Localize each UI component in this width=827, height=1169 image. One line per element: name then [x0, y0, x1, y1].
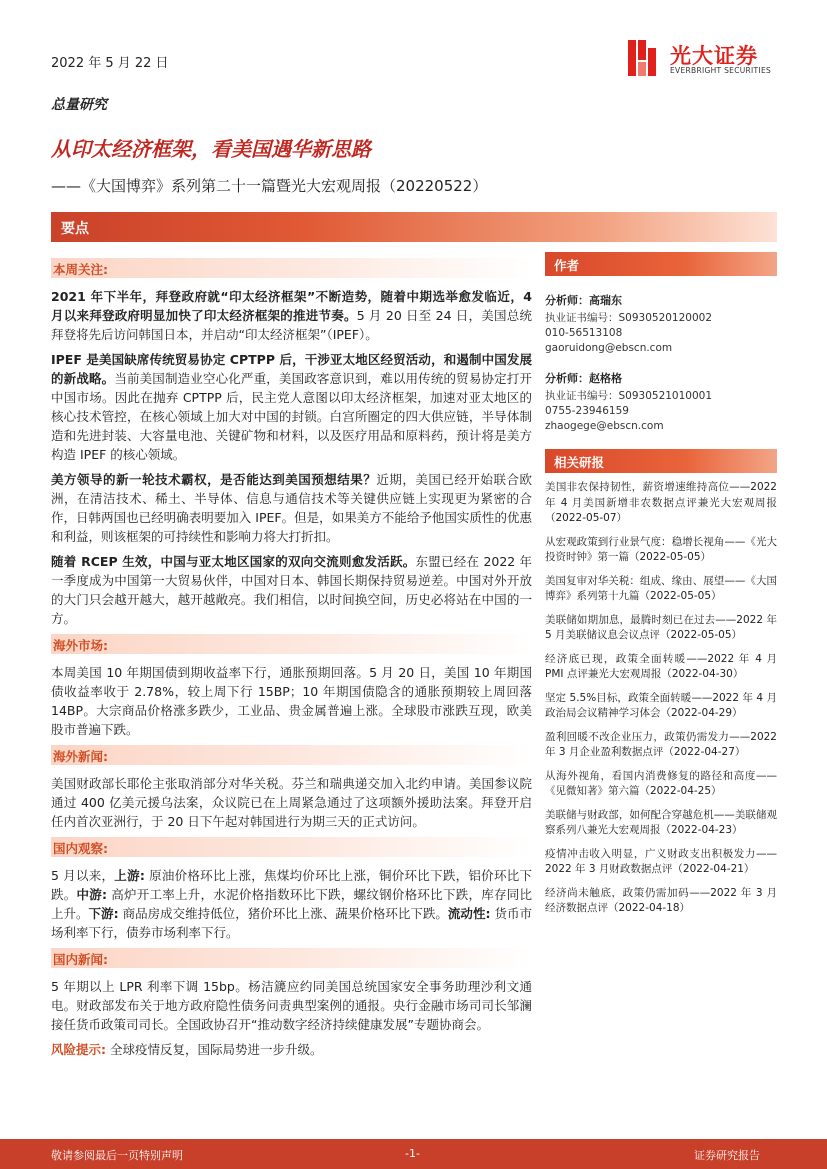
section-header-overseas-news: [51, 745, 532, 765]
paragraph-rcep: [51, 552, 532, 628]
footer-disclaimer: 敬请参阅最后一页特别声明: [51, 1149, 183, 1162]
sidebar-header-authors: [545, 252, 777, 276]
bold-label-downstream: 下游:: [88, 906, 119, 921]
related-report-item[interactable]: 美联储如期加息，最腾时刻已在过去——2022 年 5 月美联储议息会议点评（2022-05-05）: [545, 613, 777, 641]
related-report-item[interactable]: 坚定 5.5%目标，政策全面转暖——2022 年 4 月政治局会议精神学习体会（2022-04-29）: [545, 691, 777, 719]
report-subtitle: ——《大国博弈》系列第二十一篇暨光大宏观周报（20220522）: [51, 177, 488, 195]
risk-warning: [51, 1040, 532, 1059]
paragraph-overseas-market: 本周美国 10 年期国债到期收益率下行，通胀预期回落。5 月 20 日，美国 10 年期国债收益率收于 2.78%，较上周下行 15BP；10 年期国债隐含的通胀预期较上周回落 14BP。大宗商品价格涨多跌少，工业品、贵金属普遍上涨。全球股市涨跌互现，欧美股市普遍下跌。: [51, 665, 532, 737]
main-content: [51, 258, 532, 1059]
bold-lead: 随着 RCEP 生效，中国与亚太地区国家的双向交流则愈发活跃。: [51, 554, 416, 569]
paragraph-domestic-news: 5 年期以上 LPR 利率下调 15bp。杨洁篪应约同美国总统国家安全事务助理沙利文通电。财政部发布关于地方政府隐性债务问责典型案例的通报。央行金融市场司司长邹澜接任货币政策司司长。全国政协召开“推动数字经济持续健康发展”专题协商会。: [51, 979, 532, 1032]
sidebar-header-related: [545, 449, 777, 473]
logo-chinese-name: 光大证券: [670, 44, 758, 68]
risk-label: 风险提示:: [51, 1042, 106, 1057]
key-points-label: 要点: [61, 221, 89, 237]
author-phone: 010-56513108: [545, 327, 623, 339]
footer-report-type: 证券研究报告: [694, 1149, 760, 1162]
report-title: 从印太经济框架，看美国遇华新思路: [51, 137, 371, 161]
section-title: 本周关注:: [53, 262, 108, 277]
bold-lead: 美方领导的新一轮技术霸权，是否能达到美国预想结果？: [51, 472, 377, 487]
report-category: 总量研究: [51, 97, 107, 113]
related-report-item[interactable]: 美国复审对华关税：组成、缘由、展望——《大国博弈》系列第十九篇（2022-05-05）: [545, 574, 777, 602]
paragraph-ipef-intro: [51, 287, 532, 344]
body-text: 高炉开工率上升，水泥价格指数环比下跌，螺纹钢价格环比下跌，库存同比上升。: [51, 887, 532, 921]
risk-text: 全球疫情反复，国际局势进一步升级。: [106, 1042, 323, 1057]
related-report-item[interactable]: 美国非农保持韧性，薪资增速维持高位——2022 年 4 月美国新增非农数据点评兼光大宏观周报（2022-05-07）: [545, 481, 777, 524]
section-title: 国内观察:: [53, 841, 108, 856]
bold-lead: 2021 年下半年，拜登政府就“印太经济框架”不断造势，随着中期选举愈发临近，4 月以来拜登政府明显加快了印太经济框架的推进节奏。: [51, 289, 532, 323]
bold-lead: IPEF 是美国缺席传统贸易协定 CPTPP 后，干涉亚太地区经贸活动，和遏制中国发展的新战略。: [51, 352, 532, 386]
body-text: 当前美国制造业空心化严重，美国政客意识到，难以用传统的贸易协定打开中国市场。因此在抛弃 CPTPP 后，民主党人意图以印太经济框架，加速对亚太地区的核心技术管控，在核心领域上加大对中国的封锁。白宫所圈定的四大供应链，半导体制造和先进封装、大容量电池、关键矿物和材料，以及医疗用品和原料药，预计将是美方构造 IPEF 的核心领域。: [51, 371, 532, 462]
related-report-item[interactable]: 疫情冲击收入明显，广义财政支出积极发力——2022 年 3 月财政数据点评（2022-04-21）: [545, 847, 777, 875]
section-header-domestic-news: [51, 948, 532, 968]
author-cert: 执业证书编号：S0930520120002: [545, 312, 713, 324]
bold-label-upstream: 上游:: [114, 868, 145, 883]
body-text: 东盟已经在 2022 年一季度成为中国第一大贸易伙伴，中国对日本、韩国长期保持贸易逆差。中国对外开放的大门只会越开越大，越开越敞亮。我们相信，以时间换空间，历史必将站在中国的一方。: [51, 554, 532, 626]
everbright-logo-icon: [626, 38, 662, 78]
body-text: 近期，美国已经开始联合欧洲，在清洁技术、稀土、半导体、信息与通信技术等关键供应链上实现更为紧密的合作，日韩两国也已经明确表明要加入 IPEF。但是，如果美方不能给予他国实质性的优惠和利益，则该框架的可持续性和影响力将大打折扣。: [51, 472, 532, 544]
author-email[interactable]: gaoruidong@ebscn.com: [545, 342, 673, 354]
author-card: [545, 292, 777, 356]
bold-label-midstream: 中游:: [76, 887, 108, 902]
key-points-banner: [51, 212, 777, 242]
section-title: 海外市场:: [53, 638, 108, 653]
paragraph-overseas-news: 美国财政部长耶伦主张取消部分对华关税。芬兰和瑞典递交加入北约申请。美国参议院通过 400 亿美元援乌法案，众议院已在上周紧急通过了这项额外援助法案。拜登开启任内首次亚洲行，于 20 日下午起对韩国进行为期三天的正式访问。: [51, 776, 532, 829]
related-report-item[interactable]: 盈利回暖不改企业压力，政策仍需发力——2022 年 3 月企业盈利数据点评（2022-04-27）: [545, 730, 777, 758]
section-header-domestic-observation: [51, 837, 532, 857]
author-name: 分析师：赵格格: [545, 372, 622, 385]
section-header-overseas-market: [51, 634, 532, 654]
related-reports-list: [545, 480, 777, 917]
logo-english-name: EVERBRIGHT SECURITIES: [670, 66, 772, 75]
related-report-item[interactable]: 从宏观政策到行业景气度：稳增长视角——《光大投资时钟》第一篇（2022-05-05）: [545, 535, 777, 563]
sidebar-title: 相关研报: [554, 455, 605, 470]
paragraph-tech-hegemony: [51, 470, 532, 546]
paragraph-ipef-strategy: [51, 350, 532, 464]
author-name: 分析师：高瑞东: [545, 294, 622, 307]
author-card: [545, 370, 777, 434]
related-report-item[interactable]: 从海外视角，看国内消费修复的路径和高度——《见微知著》第六篇（2022-04-25）: [545, 769, 777, 797]
author-cert: 执业证书编号：S0930521010001: [545, 390, 713, 402]
sidebar: [545, 252, 777, 925]
related-report-item[interactable]: 美联储与财政部，如何配合穿越危机——美联储观察系列八兼光大宏观周报（2022-04-23）: [545, 808, 777, 836]
section-header-focus: [51, 258, 532, 278]
related-report-item[interactable]: 经济尚未触底，政策仍需加码——2022 年 3 月经济数据点评（2022-04-18）: [545, 886, 777, 914]
author-email[interactable]: zhaogege@ebscn.com: [545, 420, 664, 432]
sidebar-title: 作者: [554, 258, 580, 273]
section-title: 国内新闻:: [53, 952, 108, 967]
page-number: -1-: [405, 1147, 420, 1160]
body-text: 5 月 20 日至 24 日，美国总统拜登将先后访问韩国日本，并启动“印太经济框架”（IPEF）。: [51, 308, 532, 342]
body-text: 商品房成交维持低位，猪价环比上涨、蔬果价格环比下跌。: [118, 906, 448, 921]
paragraph-domestic-observation: [51, 866, 532, 942]
related-report-item[interactable]: 经济底已现，政策全面转暖——2022 年 4 月 PMI 点评兼光大宏观周报（2022-04-30）: [545, 652, 777, 680]
company-logo: [626, 38, 781, 82]
report-date: 2022 年 5 月 22 日: [51, 56, 169, 71]
body-text: 原油价格环比上涨，焦煤均价环比上涨，铜价环比下跌，铝价环比下跌。: [51, 868, 532, 902]
bold-label-liquidity: 流动性:: [447, 906, 491, 921]
section-title: 海外新闻:: [53, 749, 108, 764]
body-text: 5 月以来，: [51, 868, 115, 883]
body-text: 货币市场利率下行，债券市场利率下行。: [51, 906, 532, 940]
author-phone: 0755-23946159: [545, 405, 629, 417]
